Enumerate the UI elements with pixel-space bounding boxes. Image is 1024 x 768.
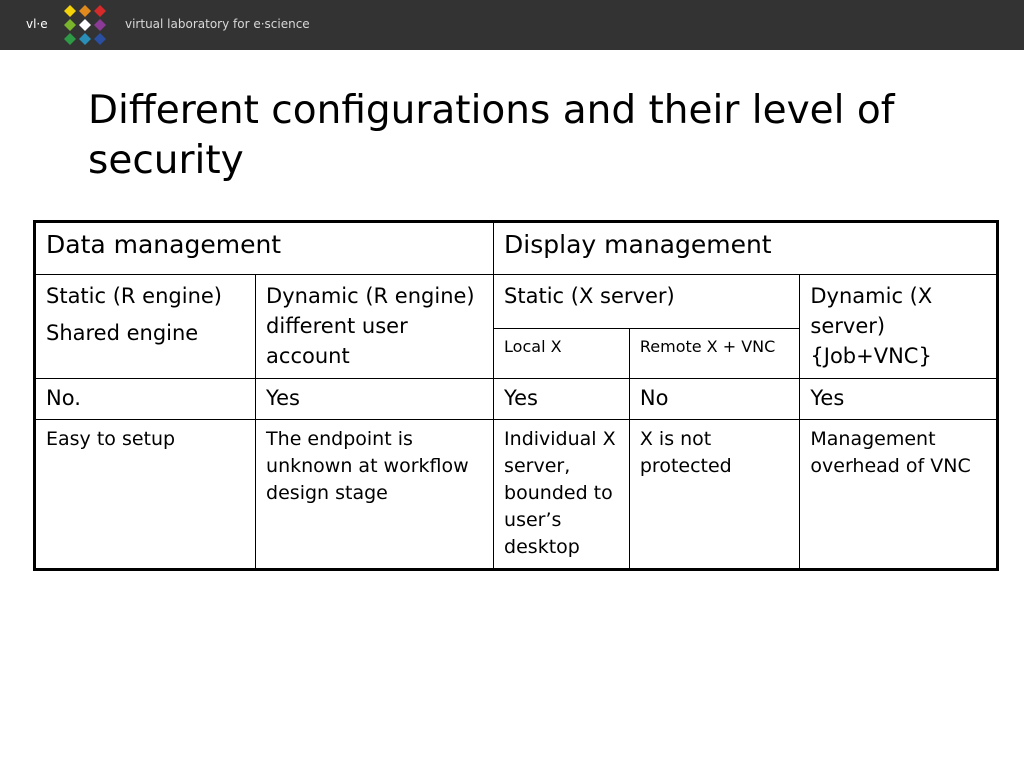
table-row (35, 420, 998, 570)
logo-tile (64, 19, 76, 31)
logo-tile (94, 19, 106, 31)
table-cell: Easy to setup (35, 420, 256, 570)
logo-tile (94, 5, 106, 17)
table-cell: Individual X server, bounded to user’s desktop (494, 420, 630, 570)
header-data-management: Data management (35, 222, 494, 275)
shared-engine-label: Shared engine (46, 321, 199, 345)
brand-tagline: virtual laboratory for e·science (125, 17, 310, 31)
logo-tile (64, 5, 76, 17)
configuration-table (33, 220, 999, 571)
header-display-management: Display management (494, 222, 998, 275)
table-header-row (35, 222, 998, 275)
cell-static-r-engine (35, 275, 256, 379)
logo-tile (64, 33, 76, 45)
table-cell: Yes (494, 379, 630, 420)
slide-title: Different configurations and their level of security (88, 88, 895, 183)
header-bar (0, 0, 1024, 50)
brand-short-label: vl·e (26, 17, 48, 31)
logo-tile (94, 33, 106, 45)
table-cell: X is not protected (629, 420, 800, 570)
logo-tile (79, 33, 91, 45)
cell-static-x-server: Static (X server) (494, 275, 800, 329)
table-cell: No. (35, 379, 256, 420)
table-cell: No (629, 379, 800, 420)
table-cell: Yes (800, 379, 998, 420)
static-r-engine-label: Static (R engine) (46, 284, 222, 308)
table-cell: Management overhead of VNC (800, 420, 998, 570)
cell-local-x: Local X (494, 329, 630, 379)
cell-remote-x-vnc: Remote X + VNC (629, 329, 800, 379)
logo-tile (79, 5, 91, 17)
table-row (35, 379, 998, 420)
vle-logo-icon (63, 4, 107, 46)
table-cell: The endpoint is unknown at workflow design stage (256, 420, 494, 570)
cell-dynamic-r-engine: Dynamic (R engine) different user account (256, 275, 494, 379)
logo-tile (79, 19, 91, 31)
cell-dynamic-x-server: Dynamic (X server) {Job+VNC} (800, 275, 998, 379)
table-row (35, 275, 998, 329)
table-cell: Yes (256, 379, 494, 420)
